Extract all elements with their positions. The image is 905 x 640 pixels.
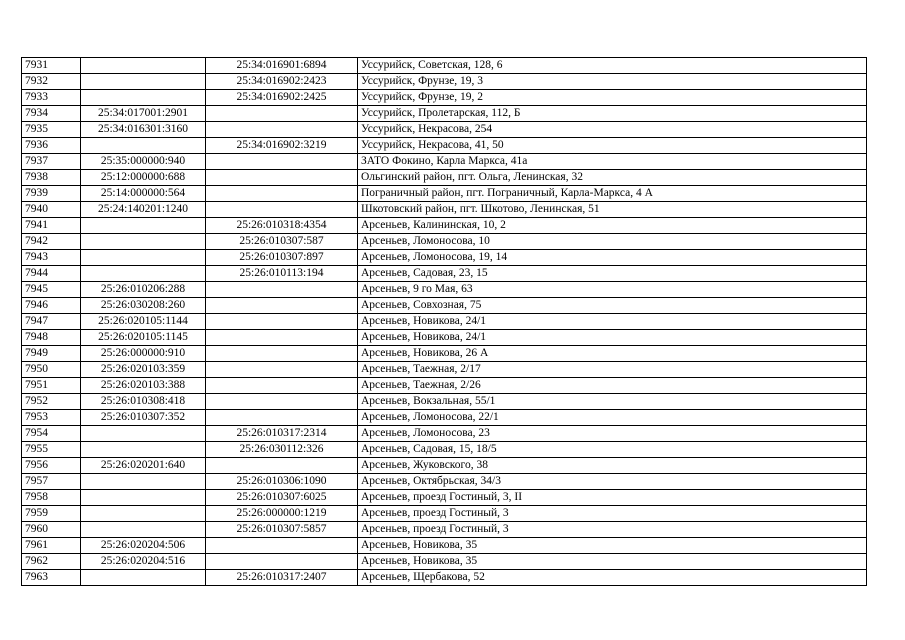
cadastral-number-new-cell	[206, 298, 358, 314]
address-cell: Арсеньев, Ломоносова, 10	[358, 234, 867, 250]
cadastral-number-old-cell: 25:26:010308:418	[81, 394, 206, 410]
cadastral-number-old-cell	[81, 138, 206, 154]
cadastral-number-new-cell: 25:26:010307:897	[206, 250, 358, 266]
cadastral-number-new-cell: 25:26:010317:2314	[206, 426, 358, 442]
table-row	[22, 522, 867, 538]
table-row	[22, 570, 867, 586]
table-row	[22, 202, 867, 218]
registry-table-body	[22, 58, 867, 586]
cadastral-number-new-cell	[206, 282, 358, 298]
cadastral-number-new-cell	[206, 186, 358, 202]
address-cell: Арсеньев, Вокзальная, 55/1	[358, 394, 867, 410]
cadastral-number-old-cell: 25:34:017001:2901	[81, 106, 206, 122]
row-number-cell: 7957	[22, 474, 81, 490]
row-number-cell: 7949	[22, 346, 81, 362]
address-cell: Пограничный район, пгт. Пограничный, Карла-Маркса, 4 А	[358, 186, 867, 202]
address-cell: Арсеньев, Садовая, 23, 15	[358, 266, 867, 282]
cadastral-number-old-cell: 25:26:010307:352	[81, 410, 206, 426]
address-cell: Арсеньев, проезд Гостиный, 3	[358, 522, 867, 538]
address-cell: Арсеньев, Октябрьская, 34/3	[358, 474, 867, 490]
cadastral-number-new-cell: 25:26:010307:587	[206, 234, 358, 250]
address-cell: Арсеньев, Новикова, 35	[358, 554, 867, 570]
row-number-cell: 7945	[22, 282, 81, 298]
row-number-cell: 7932	[22, 74, 81, 90]
row-number-cell: 7956	[22, 458, 81, 474]
cadastral-number-old-cell	[81, 74, 206, 90]
cadastral-number-old-cell	[81, 490, 206, 506]
cadastral-number-old-cell: 25:34:016301:3160	[81, 122, 206, 138]
cadastral-number-new-cell	[206, 202, 358, 218]
address-cell: Шкотовский район, пгт. Шкотово, Ленинская, 51	[358, 202, 867, 218]
row-number-cell: 7935	[22, 122, 81, 138]
address-cell: Ольгинский район, пгт. Ольга, Ленинская, 32	[358, 170, 867, 186]
address-cell: Арсеньев, Новикова, 24/1	[358, 314, 867, 330]
table-row	[22, 410, 867, 426]
row-number-cell: 7931	[22, 58, 81, 74]
cadastral-number-old-cell: 25:26:020103:388	[81, 378, 206, 394]
address-cell: Арсеньев, проезд Гостиный, 3	[358, 506, 867, 522]
cadastral-number-new-cell	[206, 346, 358, 362]
table-row	[22, 122, 867, 138]
cadastral-number-new-cell: 25:26:010307:5857	[206, 522, 358, 538]
cadastral-number-new-cell	[206, 538, 358, 554]
cadastral-number-old-cell: 25:12:000000:688	[81, 170, 206, 186]
cadastral-number-old-cell: 25:26:020105:1144	[81, 314, 206, 330]
table-row	[22, 282, 867, 298]
address-cell: Уссурийск, Некрасова, 41, 50	[358, 138, 867, 154]
row-number-cell: 7953	[22, 410, 81, 426]
table-row	[22, 170, 867, 186]
address-cell: Арсеньев, Новикова, 35	[358, 538, 867, 554]
table-row	[22, 426, 867, 442]
row-number-cell: 7963	[22, 570, 81, 586]
cadastral-number-new-cell: 25:34:016902:3219	[206, 138, 358, 154]
table-row	[22, 394, 867, 410]
table-row	[22, 298, 867, 314]
row-number-cell: 7962	[22, 554, 81, 570]
cadastral-number-new-cell	[206, 378, 358, 394]
cadastral-number-new-cell	[206, 170, 358, 186]
address-cell: Арсеньев, 9 го Мая, 63	[358, 282, 867, 298]
address-cell: Арсеньев, проезд Гостиный, 3, II	[358, 490, 867, 506]
cadastral-number-old-cell	[81, 570, 206, 586]
cadastral-number-old-cell: 25:14:000000:564	[81, 186, 206, 202]
cadastral-number-old-cell: 25:26:020204:506	[81, 538, 206, 554]
cadastral-number-old-cell: 25:26:000000:910	[81, 346, 206, 362]
table-row	[22, 218, 867, 234]
row-number-cell: 7947	[22, 314, 81, 330]
address-cell: Уссурийск, Пролетарская, 112, Б	[358, 106, 867, 122]
row-number-cell: 7955	[22, 442, 81, 458]
row-number-cell: 7940	[22, 202, 81, 218]
cadastral-number-new-cell	[206, 394, 358, 410]
row-number-cell: 7934	[22, 106, 81, 122]
address-cell: Уссурийск, Советская, 128, 6	[358, 58, 867, 74]
cadastral-number-new-cell	[206, 314, 358, 330]
table-row	[22, 538, 867, 554]
address-cell: ЗАТО Фокино, Карла Маркса, 41а	[358, 154, 867, 170]
table-row	[22, 490, 867, 506]
row-number-cell: 7937	[22, 154, 81, 170]
cadastral-number-old-cell: 25:26:010206:288	[81, 282, 206, 298]
address-cell: Арсеньев, Совхозная, 75	[358, 298, 867, 314]
table-row	[22, 554, 867, 570]
cadastral-number-old-cell: 25:26:020204:516	[81, 554, 206, 570]
cadastral-number-new-cell	[206, 154, 358, 170]
cadastral-number-new-cell: 25:34:016902:2423	[206, 74, 358, 90]
row-number-cell: 7961	[22, 538, 81, 554]
table-row	[22, 362, 867, 378]
table-row	[22, 506, 867, 522]
address-cell: Арсеньев, Щербакова, 52	[358, 570, 867, 586]
table-row	[22, 154, 867, 170]
row-number-cell: 7951	[22, 378, 81, 394]
cadastral-number-old-cell: 25:35:000000:940	[81, 154, 206, 170]
cadastral-number-old-cell	[81, 250, 206, 266]
table-row	[22, 74, 867, 90]
row-number-cell: 7942	[22, 234, 81, 250]
table-row	[22, 314, 867, 330]
address-cell: Арсеньев, Ломоносова, 23	[358, 426, 867, 442]
cadastral-number-old-cell	[81, 506, 206, 522]
table-row	[22, 346, 867, 362]
cadastral-number-new-cell: 25:26:010307:6025	[206, 490, 358, 506]
cadastral-number-old-cell	[81, 522, 206, 538]
cadastral-number-new-cell	[206, 122, 358, 138]
address-cell: Уссурийск, Фрунзе, 19, 2	[358, 90, 867, 106]
table-row	[22, 458, 867, 474]
row-number-cell: 7939	[22, 186, 81, 202]
cadastral-number-new-cell	[206, 106, 358, 122]
cadastral-number-old-cell	[81, 58, 206, 74]
row-number-cell: 7954	[22, 426, 81, 442]
cadastral-number-new-cell	[206, 554, 358, 570]
cadastral-number-new-cell	[206, 410, 358, 426]
address-cell: Арсеньев, Таежная, 2/26	[358, 378, 867, 394]
cadastral-number-new-cell: 25:34:016901:6894	[206, 58, 358, 74]
table-row	[22, 474, 867, 490]
address-cell: Арсеньев, Таежная, 2/17	[358, 362, 867, 378]
cadastral-number-old-cell: 25:26:020201:640	[81, 458, 206, 474]
row-number-cell: 7958	[22, 490, 81, 506]
table-row	[22, 90, 867, 106]
table-row	[22, 58, 867, 74]
address-cell: Арсеньев, Садовая, 15, 18/5	[358, 442, 867, 458]
table-row	[22, 378, 867, 394]
row-number-cell: 7952	[22, 394, 81, 410]
cadastral-number-new-cell: 25:34:016902:2425	[206, 90, 358, 106]
row-number-cell: 7936	[22, 138, 81, 154]
cadastral-number-old-cell	[81, 442, 206, 458]
cadastral-number-new-cell	[206, 330, 358, 346]
table-row	[22, 106, 867, 122]
table-row	[22, 186, 867, 202]
row-number-cell: 7948	[22, 330, 81, 346]
property-registry-table	[21, 57, 867, 586]
address-cell: Арсеньев, Жуковского, 38	[358, 458, 867, 474]
cadastral-number-new-cell: 25:26:010317:2407	[206, 570, 358, 586]
table-row	[22, 330, 867, 346]
cadastral-number-new-cell: 25:26:010113:194	[206, 266, 358, 282]
table-row	[22, 234, 867, 250]
cadastral-number-old-cell: 25:24:140201:1240	[81, 202, 206, 218]
cadastral-number-new-cell: 25:26:030112:326	[206, 442, 358, 458]
cadastral-number-new-cell: 25:26:000000:1219	[206, 506, 358, 522]
row-number-cell: 7946	[22, 298, 81, 314]
row-number-cell: 7933	[22, 90, 81, 106]
cadastral-number-new-cell	[206, 362, 358, 378]
address-cell: Уссурийск, Фрунзе, 19, 3	[358, 74, 867, 90]
cadastral-number-old-cell: 25:26:020103:359	[81, 362, 206, 378]
cadastral-number-old-cell	[81, 218, 206, 234]
cadastral-number-new-cell: 25:26:010306:1090	[206, 474, 358, 490]
row-number-cell: 7960	[22, 522, 81, 538]
row-number-cell: 7938	[22, 170, 81, 186]
row-number-cell: 7950	[22, 362, 81, 378]
cadastral-number-new-cell	[206, 458, 358, 474]
address-cell: Уссурийск, Некрасова, 254	[358, 122, 867, 138]
table-row	[22, 250, 867, 266]
cadastral-number-old-cell	[81, 426, 206, 442]
cadastral-number-new-cell: 25:26:010318:4354	[206, 218, 358, 234]
row-number-cell: 7943	[22, 250, 81, 266]
row-number-cell: 7941	[22, 218, 81, 234]
row-number-cell: 7944	[22, 266, 81, 282]
table-row	[22, 442, 867, 458]
address-cell: Арсеньев, Ломоносова, 22/1	[358, 410, 867, 426]
cadastral-number-old-cell	[81, 474, 206, 490]
address-cell: Арсеньев, Калининская, 10, 2	[358, 218, 867, 234]
cadastral-number-old-cell	[81, 90, 206, 106]
address-cell: Арсеньев, Новикова, 24/1	[358, 330, 867, 346]
address-cell: Арсеньев, Ломоносова, 19, 14	[358, 250, 867, 266]
table-row	[22, 266, 867, 282]
table-row	[22, 138, 867, 154]
cadastral-number-old-cell: 25:26:030208:260	[81, 298, 206, 314]
row-number-cell: 7959	[22, 506, 81, 522]
cadastral-number-old-cell	[81, 266, 206, 282]
address-cell: Арсеньев, Новикова, 26 А	[358, 346, 867, 362]
cadastral-number-old-cell	[81, 234, 206, 250]
cadastral-number-old-cell: 25:26:020105:1145	[81, 330, 206, 346]
